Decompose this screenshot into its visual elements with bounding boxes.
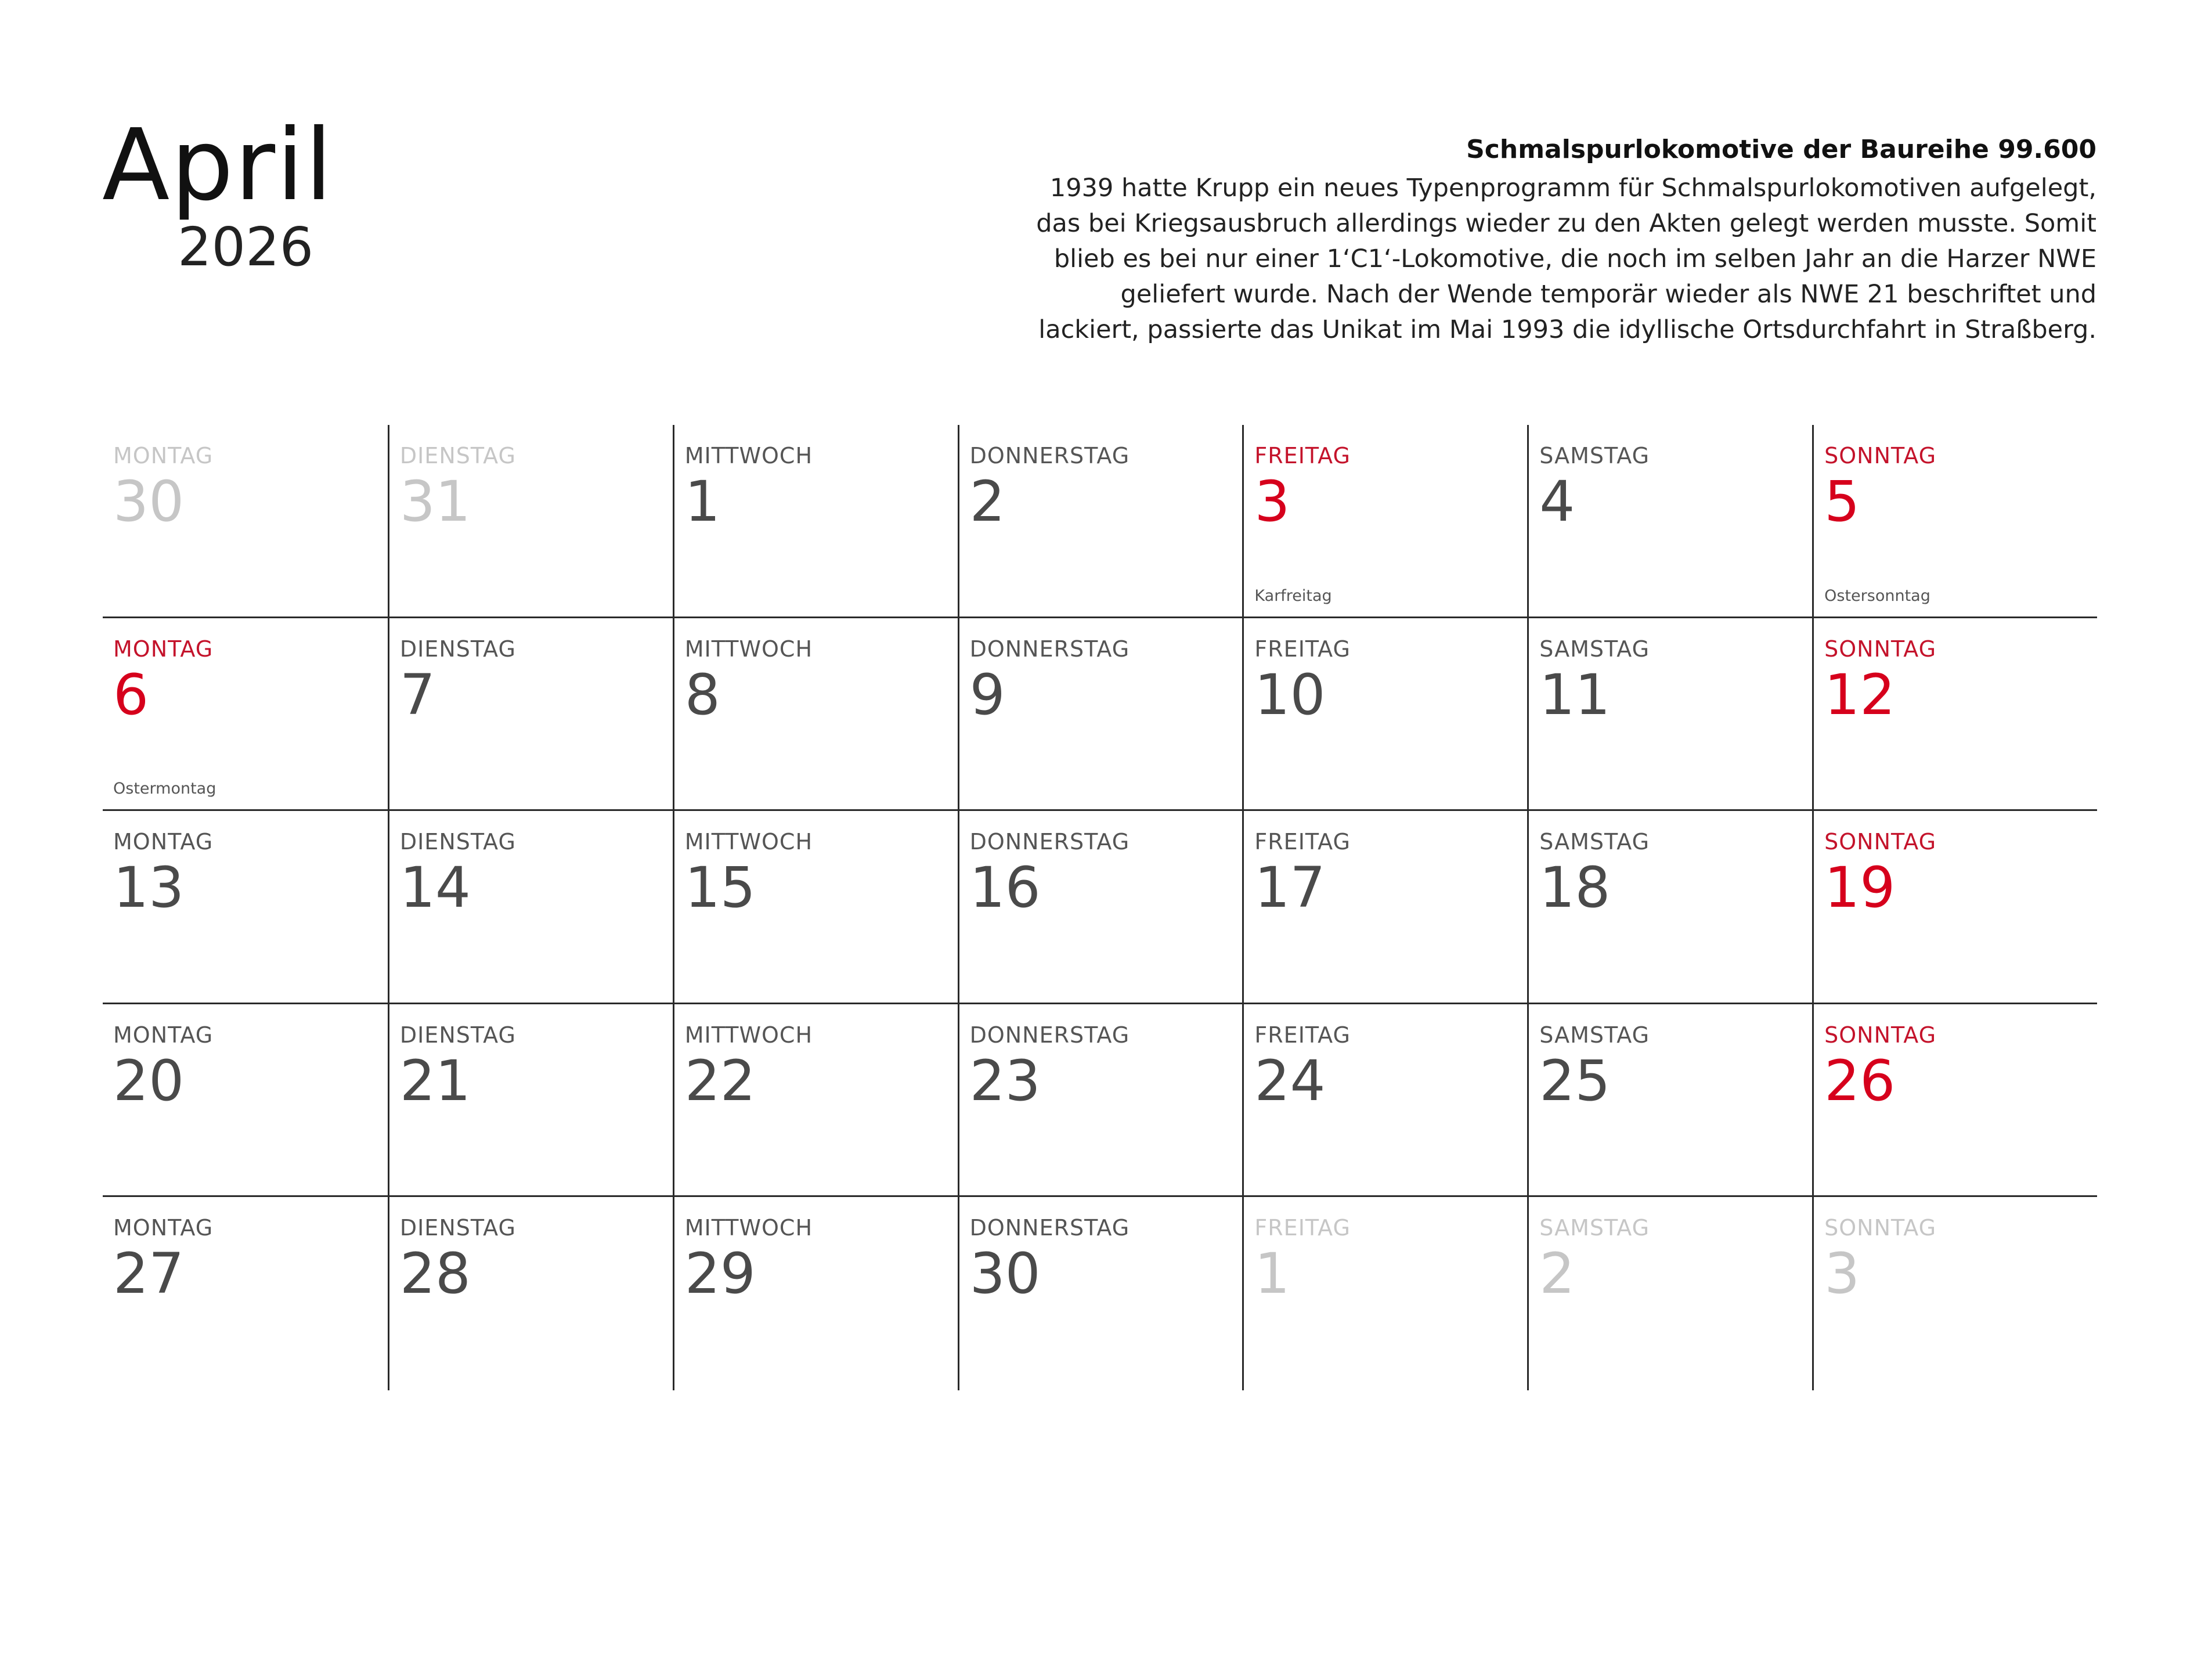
day-number: 21 [399, 1048, 471, 1113]
day-number: 19 [1824, 855, 1896, 921]
weekday-label: FREITAG [1254, 1215, 1351, 1241]
weekday-label: MITTWOCH [684, 829, 813, 855]
day-number: 20 [113, 1048, 185, 1113]
weekday-label: FREITAG [1254, 443, 1351, 468]
day-cell [673, 618, 958, 812]
weekday-label: SONNTAG [1824, 1022, 1937, 1048]
day-cell [1242, 425, 1527, 618]
day-number: 9 [969, 662, 1005, 727]
day-number: 24 [1254, 1048, 1326, 1113]
day-number: 6 [113, 662, 149, 727]
day-cell [388, 1004, 673, 1198]
day-number: 22 [684, 1048, 756, 1113]
caption-title: Schmalspurlokomotive der Baureihe 99.600 [1466, 135, 2096, 164]
day-cell [1527, 1197, 1812, 1390]
day-cell [958, 425, 1243, 618]
day-cell [673, 811, 958, 1004]
day-number: 27 [113, 1241, 185, 1307]
day-cell [673, 425, 958, 618]
weekday-label: DIENSTAG [399, 829, 516, 855]
holiday-label: Ostersonntag [1824, 586, 1930, 605]
day-cell [1812, 1197, 2097, 1390]
day-cell [1527, 811, 1812, 1004]
day-number: 16 [969, 855, 1041, 921]
caption-line: das bei Kriegsausbruch allerdings wieder zu den Akten gelegt werden musste. Somit [1036, 209, 2096, 238]
day-cell [388, 618, 673, 812]
day-number: 30 [113, 469, 185, 534]
day-cell [103, 1004, 388, 1198]
day-cell [958, 618, 1243, 812]
day-cell [1527, 1004, 1812, 1198]
day-cell [103, 1197, 388, 1390]
weekday-label: MONTAG [113, 636, 214, 662]
day-number: 3 [1254, 469, 1290, 534]
weekday-label: FREITAG [1254, 1022, 1351, 1048]
holiday-label: Ostermontag [113, 780, 216, 798]
weekday-label: SONNTAG [1824, 443, 1937, 468]
day-cell [388, 811, 673, 1004]
day-cell [1812, 1004, 2097, 1198]
day-cell [1527, 425, 1812, 618]
weekday-label: DONNERSTAG [969, 829, 1130, 855]
day-number: 11 [1539, 662, 1611, 727]
day-number: 23 [969, 1048, 1041, 1113]
weekday-label: MITTWOCH [684, 1022, 813, 1048]
weekday-label: SONNTAG [1824, 829, 1937, 855]
weekday-label: DIENSTAG [399, 443, 516, 468]
day-number: 29 [684, 1241, 756, 1307]
day-number: 8 [684, 662, 720, 727]
month-title: April [102, 108, 334, 223]
photo-caption [994, 132, 2096, 348]
weekday-label: SONNTAG [1824, 1215, 1937, 1241]
day-cell [103, 425, 388, 618]
day-number: 7 [399, 662, 435, 727]
holiday-label: Karfreitag [1254, 586, 1332, 605]
caption-line: blieb es bei nur einer 1‘C1‘-Lokomotive, die noch im selben Jahr an die Harzer NWE [1053, 244, 2096, 273]
weekday-label: MONTAG [113, 443, 214, 468]
weekday-label: DONNERSTAG [969, 636, 1130, 662]
day-number: 15 [684, 855, 756, 921]
day-number: 14 [399, 855, 471, 921]
caption-line: geliefert wurde. Nach der Wende temporär wieder als NWE 21 beschriftet und [1120, 280, 2096, 309]
weekday-label: SONNTAG [1824, 636, 1937, 662]
weekday-label: FREITAG [1254, 636, 1351, 662]
day-cell [1812, 618, 2097, 812]
day-cell [103, 618, 388, 812]
weekday-label: MITTWOCH [684, 636, 813, 662]
day-cell [1242, 618, 1527, 812]
weekday-label: MITTWOCH [684, 443, 813, 468]
day-cell [958, 1197, 1243, 1390]
weekday-label: MONTAG [113, 829, 214, 855]
day-cell [1242, 1197, 1527, 1390]
day-number: 25 [1539, 1048, 1611, 1113]
weekday-label: SAMSTAG [1539, 829, 1650, 855]
day-cell [1527, 618, 1812, 812]
day-number: 31 [399, 469, 471, 534]
day-number: 2 [1539, 1241, 1575, 1307]
day-number: 18 [1539, 855, 1611, 921]
caption-text [994, 171, 2096, 348]
caption-line: 1939 hatte Krupp ein neues Typenprogramm für Schmalspurlokomotiven aufgelegt, [1049, 174, 2096, 203]
weekday-label: SAMSTAG [1539, 636, 1650, 662]
caption-line: lackiert, passierte das Unikat im Mai 1993 die idyllische Ortsdurchfahrt in Straßberg. [1038, 315, 2096, 344]
day-cell [1812, 425, 2097, 618]
weekday-label: FREITAG [1254, 829, 1351, 855]
weekday-label: MONTAG [113, 1215, 214, 1241]
day-number: 5 [1824, 469, 1860, 534]
day-cell [673, 1004, 958, 1198]
year-title: 2026 [178, 216, 314, 278]
weekday-label: DIENSTAG [399, 1022, 516, 1048]
weekday-label: DONNERSTAG [969, 1215, 1130, 1241]
weekday-label: DIENSTAG [399, 1215, 516, 1241]
day-number: 17 [1254, 855, 1326, 921]
day-cell [388, 1197, 673, 1390]
day-cell [1242, 811, 1527, 1004]
weekday-label: MONTAG [113, 1022, 214, 1048]
weekday-label: DONNERSTAG [969, 443, 1130, 468]
day-number: 26 [1824, 1048, 1896, 1113]
day-number: 1 [684, 469, 720, 534]
day-cell [1242, 1004, 1527, 1198]
day-cell [388, 425, 673, 618]
day-number: 10 [1254, 662, 1326, 727]
day-cell [673, 1197, 958, 1390]
day-number: 1 [1254, 1241, 1290, 1307]
day-number: 4 [1539, 469, 1575, 534]
weekday-label: SAMSTAG [1539, 1022, 1650, 1048]
weekday-label: DONNERSTAG [969, 1022, 1130, 1048]
day-number: 13 [113, 855, 185, 921]
day-cell [1812, 811, 2097, 1004]
day-number: 28 [399, 1241, 471, 1307]
day-cell [958, 811, 1243, 1004]
day-number: 30 [969, 1241, 1041, 1307]
day-number: 3 [1824, 1241, 1860, 1307]
day-number: 12 [1824, 662, 1896, 727]
calendar-grid [103, 425, 2097, 1390]
day-cell [958, 1004, 1243, 1198]
weekday-label: SAMSTAG [1539, 443, 1650, 468]
weekday-label: MITTWOCH [684, 1215, 813, 1241]
day-cell [103, 811, 388, 1004]
weekday-label: SAMSTAG [1539, 1215, 1650, 1241]
day-number: 2 [969, 469, 1005, 534]
weekday-label: DIENSTAG [399, 636, 516, 662]
